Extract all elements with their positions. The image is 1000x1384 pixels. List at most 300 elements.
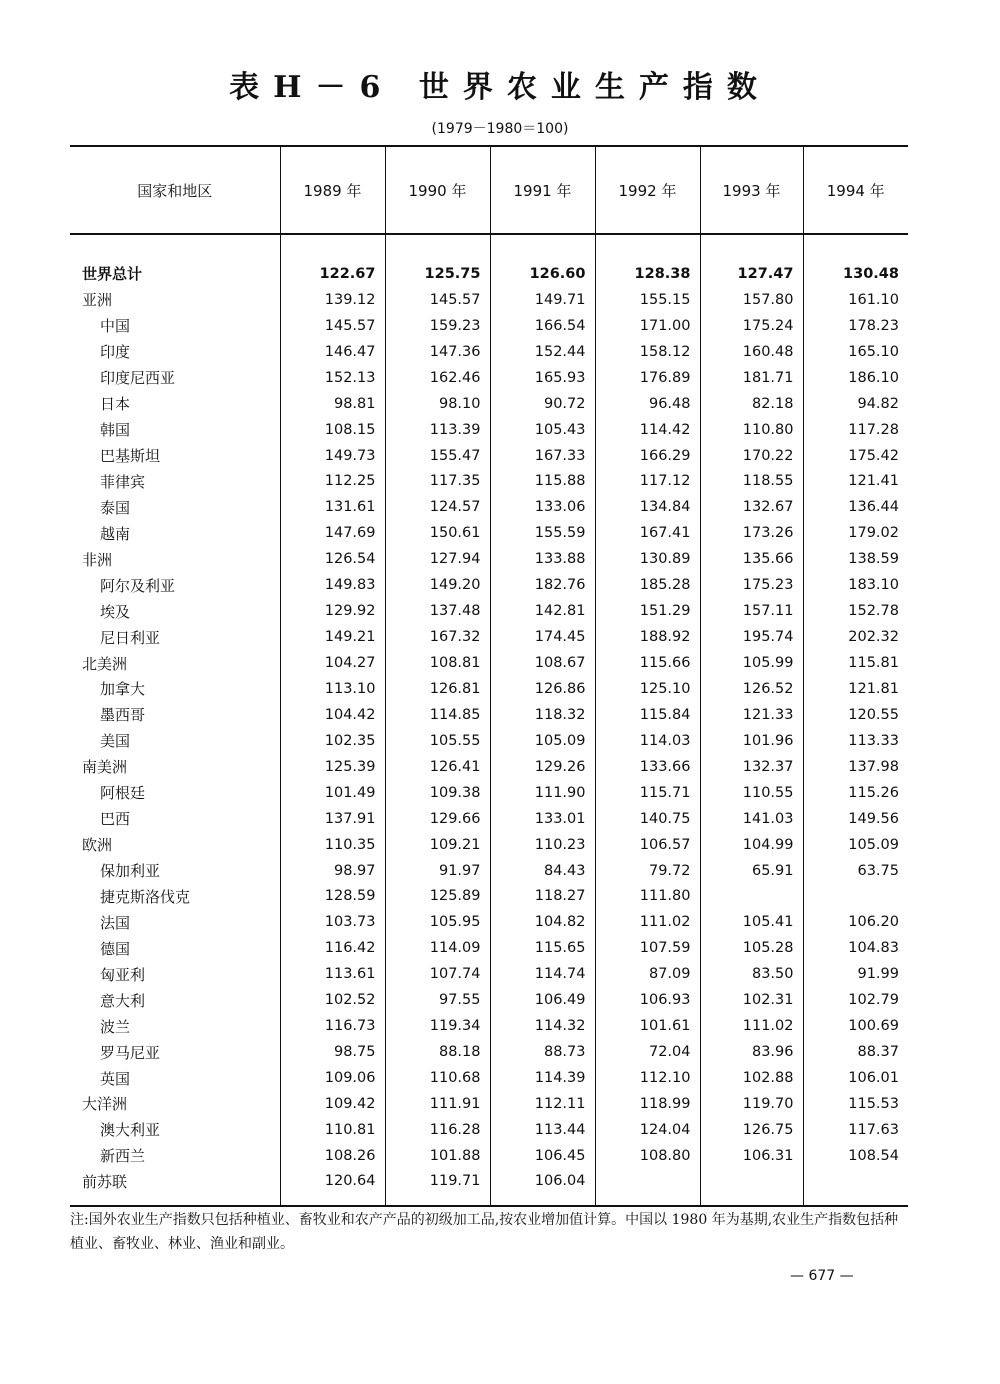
index-value-cell: 114.85 — [385, 702, 490, 728]
index-value-cell: 174.45 — [490, 624, 595, 650]
index-value-cell: 202.32 — [803, 624, 908, 650]
index-value-cell: 160.48 — [700, 339, 803, 365]
index-value-cell: 127.47 — [700, 261, 803, 287]
table-row — [70, 1039, 908, 1065]
index-value-cell: 149.71 — [490, 287, 595, 313]
row-label: 意大利 — [100, 991, 146, 1010]
index-value-cell: 147.69 — [280, 520, 385, 546]
index-value-cell: 118.32 — [490, 702, 595, 728]
index-value-cell: 108.80 — [595, 1143, 700, 1169]
table-row — [70, 1013, 908, 1039]
index-value-cell: 105.41 — [700, 909, 803, 935]
index-value-cell: 152.13 — [280, 365, 385, 391]
index-value-cell: 155.15 — [595, 287, 700, 313]
header-1991: 1991 年 — [490, 146, 595, 234]
header-1990: 1990 年 — [385, 146, 490, 234]
table-row — [70, 494, 908, 520]
index-value-cell: 125.10 — [595, 676, 700, 702]
index-value-cell: 98.81 — [280, 391, 385, 417]
index-value-cell: 88.37 — [803, 1039, 908, 1065]
table-row — [70, 1117, 908, 1143]
index-value-cell: 118.27 — [490, 884, 595, 910]
index-value-cell: 147.36 — [385, 339, 490, 365]
index-value-cell: 117.12 — [595, 469, 700, 495]
agri-index-table — [70, 145, 908, 1207]
row-label: 菲律宾 — [100, 472, 146, 491]
index-value-cell: 158.12 — [595, 339, 700, 365]
index-value-cell: 113.33 — [803, 728, 908, 754]
table-spacer-row — [70, 234, 908, 261]
table-row — [70, 1091, 908, 1117]
index-value-cell: 105.09 — [490, 728, 595, 754]
index-value-cell: 79.72 — [595, 858, 700, 884]
index-value-cell: 126.54 — [280, 546, 385, 572]
index-value-cell: 116.28 — [385, 1117, 490, 1143]
index-value-cell: 119.70 — [700, 1091, 803, 1117]
index-value-cell: 166.54 — [490, 313, 595, 339]
index-value-cell: 118.99 — [595, 1091, 700, 1117]
index-value-cell: 155.47 — [385, 443, 490, 469]
index-value-cell: 101.96 — [700, 728, 803, 754]
index-value-cell: 104.83 — [803, 935, 908, 961]
index-value-cell: 135.66 — [700, 546, 803, 572]
index-value-cell: 121.33 — [700, 702, 803, 728]
index-value-cell: 114.39 — [490, 1065, 595, 1091]
table-row — [70, 598, 908, 624]
index-value-cell: 122.67 — [280, 261, 385, 287]
index-value-cell: 118.55 — [700, 469, 803, 495]
index-value-cell: 145.57 — [385, 287, 490, 313]
row-label: 越南 — [100, 524, 131, 543]
table-row — [70, 987, 908, 1013]
header-region: 国家和地区 — [70, 146, 280, 234]
index-value-cell: 104.42 — [280, 702, 385, 728]
index-value-cell: 176.89 — [595, 365, 700, 391]
table-row — [70, 339, 908, 365]
index-value-cell: 149.21 — [280, 624, 385, 650]
row-label: 大洋洲 — [82, 1095, 128, 1114]
footnote: 注:国外农业生产指数只包括种植业、畜牧业和农产产品的初级加工品,按农业增加值计算。中国以 1980 年为基期,农业生产指数包括种植业、畜牧业、林业、渔业和副业。 — [70, 1212, 899, 1252]
header-1992: 1992 年 — [595, 146, 700, 234]
index-value-cell: 110.68 — [385, 1065, 490, 1091]
index-value-cell: 114.74 — [490, 961, 595, 987]
index-value-cell: 98.97 — [280, 858, 385, 884]
index-value-cell: 114.42 — [595, 417, 700, 443]
index-value-cell: 112.10 — [595, 1065, 700, 1091]
index-value-cell — [700, 1169, 803, 1206]
table-row — [70, 832, 908, 858]
index-value-cell: 134.84 — [595, 494, 700, 520]
index-value-cell: 111.02 — [595, 909, 700, 935]
index-value-cell: 195.74 — [700, 624, 803, 650]
index-value-cell: 101.61 — [595, 1013, 700, 1039]
index-value-cell: 108.54 — [803, 1143, 908, 1169]
index-value-cell: 102.88 — [700, 1065, 803, 1091]
index-value-cell: 132.67 — [700, 494, 803, 520]
index-value-cell: 94.82 — [803, 391, 908, 417]
table-row — [70, 754, 908, 780]
row-label: 亚洲 — [82, 291, 113, 310]
table-row — [70, 1065, 908, 1091]
header-1989: 1989 年 — [280, 146, 385, 234]
index-value-cell: 173.26 — [700, 520, 803, 546]
index-value-cell: 152.44 — [490, 339, 595, 365]
row-label: 世界总计 — [82, 265, 143, 284]
index-value-cell: 155.59 — [490, 520, 595, 546]
index-value-cell: 120.64 — [280, 1169, 385, 1206]
index-value-cell: 113.39 — [385, 417, 490, 443]
row-label: 巴西 — [100, 810, 131, 829]
index-value-cell: 178.23 — [803, 313, 908, 339]
row-label: 英国 — [100, 1069, 131, 1088]
row-label: 加拿大 — [100, 680, 146, 699]
row-label: 欧洲 — [82, 836, 113, 855]
index-value-cell: 133.66 — [595, 754, 700, 780]
index-value-cell: 115.88 — [490, 469, 595, 495]
row-label: 泰国 — [100, 498, 131, 517]
index-value-cell: 113.61 — [280, 961, 385, 987]
row-label: 印度尼西亚 — [100, 369, 176, 388]
index-value-cell: 87.09 — [595, 961, 700, 987]
index-value-cell: 159.23 — [385, 313, 490, 339]
table-row — [70, 676, 908, 702]
index-value-cell: 108.81 — [385, 650, 490, 676]
index-value-cell: 91.97 — [385, 858, 490, 884]
index-value-cell: 91.99 — [803, 961, 908, 987]
index-value-cell: 114.03 — [595, 728, 700, 754]
index-value-cell: 111.90 — [490, 780, 595, 806]
index-value-cell: 142.81 — [490, 598, 595, 624]
index-value-cell: 126.75 — [700, 1117, 803, 1143]
index-value-cell: 121.81 — [803, 676, 908, 702]
index-value-cell: 179.02 — [803, 520, 908, 546]
index-value-cell: 188.92 — [595, 624, 700, 650]
index-value-cell: 65.91 — [700, 858, 803, 884]
index-value-cell: 108.15 — [280, 417, 385, 443]
index-value-cell: 108.67 — [490, 650, 595, 676]
index-value-cell: 104.99 — [700, 832, 803, 858]
index-value-cell: 126.81 — [385, 676, 490, 702]
table-row — [70, 702, 908, 728]
index-value-cell: 102.35 — [280, 728, 385, 754]
index-value-cell: 105.99 — [700, 650, 803, 676]
index-value-cell: 106.01 — [803, 1065, 908, 1091]
header-1994: 1994 年 — [803, 146, 908, 234]
row-label: 保加利亚 — [100, 862, 161, 881]
index-value-cell: 175.42 — [803, 443, 908, 469]
index-value-cell: 126.52 — [700, 676, 803, 702]
index-value-cell: 114.09 — [385, 935, 490, 961]
row-label: 新西兰 — [100, 1147, 146, 1166]
row-label: 韩国 — [100, 421, 131, 440]
row-label: 阿根廷 — [100, 784, 146, 803]
table-row — [70, 546, 908, 572]
row-label: 德国 — [100, 939, 131, 958]
index-value-cell: 104.82 — [490, 909, 595, 935]
index-value-cell: 128.38 — [595, 261, 700, 287]
index-value-cell: 102.31 — [700, 987, 803, 1013]
index-value-cell — [803, 1169, 908, 1206]
index-value-cell: 149.83 — [280, 572, 385, 598]
index-value-cell: 150.61 — [385, 520, 490, 546]
table-row — [70, 1143, 908, 1169]
index-value-cell: 167.32 — [385, 624, 490, 650]
table-row — [70, 624, 908, 650]
index-value-cell: 124.57 — [385, 494, 490, 520]
index-value-cell: 133.01 — [490, 806, 595, 832]
table-row — [70, 806, 908, 832]
index-value-cell: 96.48 — [595, 391, 700, 417]
index-value-cell: 105.95 — [385, 909, 490, 935]
index-value-cell: 126.41 — [385, 754, 490, 780]
index-value-cell: 106.04 — [490, 1169, 595, 1206]
index-value-cell: 83.50 — [700, 961, 803, 987]
row-label: 阿尔及利亚 — [100, 576, 176, 595]
table-row — [70, 469, 908, 495]
table-row — [70, 884, 908, 910]
table-row — [70, 780, 908, 806]
index-value-cell: 137.91 — [280, 806, 385, 832]
index-value-cell: 88.73 — [490, 1039, 595, 1065]
index-value-cell: 115.81 — [803, 650, 908, 676]
index-value-cell: 157.80 — [700, 287, 803, 313]
index-value-cell: 185.28 — [595, 572, 700, 598]
index-value-cell: 113.44 — [490, 1117, 595, 1143]
index-value-cell: 130.89 — [595, 546, 700, 572]
table-row — [70, 1169, 908, 1206]
row-label: 澳大利亚 — [100, 1121, 161, 1140]
index-value-cell: 101.49 — [280, 780, 385, 806]
index-value-cell: 131.61 — [280, 494, 385, 520]
index-value-cell: 124.04 — [595, 1117, 700, 1143]
row-label: 尼日利亚 — [100, 628, 161, 647]
index-value-cell: 106.49 — [490, 987, 595, 1013]
row-label: 前苏联 — [70, 1169, 280, 1206]
base-period-subtitle: (1979－1980＝100) — [431, 121, 569, 137]
index-value-cell: 125.39 — [280, 754, 385, 780]
index-value-cell: 165.93 — [490, 365, 595, 391]
index-value-cell: 98.10 — [385, 391, 490, 417]
row-label: 罗马尼亚 — [100, 1043, 161, 1062]
index-value-cell: 82.18 — [700, 391, 803, 417]
index-value-cell: 102.79 — [803, 987, 908, 1013]
row-label: 中国 — [100, 317, 131, 336]
index-value-cell: 125.75 — [385, 261, 490, 287]
index-value-cell: 111.80 — [595, 884, 700, 910]
index-value-cell: 161.10 — [803, 287, 908, 313]
index-value-cell: 116.73 — [280, 1013, 385, 1039]
table-row — [70, 365, 908, 391]
index-value-cell: 137.48 — [385, 598, 490, 624]
index-value-cell: 113.10 — [280, 676, 385, 702]
index-value-cell: 151.29 — [595, 598, 700, 624]
index-value-cell: 103.73 — [280, 909, 385, 935]
index-value-cell: 136.44 — [803, 494, 908, 520]
index-value-cell: 117.63 — [803, 1117, 908, 1143]
index-value-cell: 105.55 — [385, 728, 490, 754]
index-value-cell: 175.23 — [700, 572, 803, 598]
page-number: — 677 — — [790, 1268, 854, 1284]
index-value-cell: 105.09 — [803, 832, 908, 858]
index-value-cell: 133.88 — [490, 546, 595, 572]
index-value-cell: 127.94 — [385, 546, 490, 572]
index-value-cell: 83.96 — [700, 1039, 803, 1065]
index-value-cell: 110.81 — [280, 1117, 385, 1143]
index-value-cell: 140.75 — [595, 806, 700, 832]
index-value-cell: 141.03 — [700, 806, 803, 832]
index-value-cell: 110.35 — [280, 832, 385, 858]
index-value-cell: 166.29 — [595, 443, 700, 469]
index-value-cell: 115.53 — [803, 1091, 908, 1117]
index-value-cell: 115.71 — [595, 780, 700, 806]
index-value-cell: 90.72 — [490, 391, 595, 417]
index-value-cell: 157.11 — [700, 598, 803, 624]
index-value-cell: 126.86 — [490, 676, 595, 702]
table-body — [70, 234, 908, 1206]
row-label: 美国 — [100, 732, 131, 751]
index-value-cell: 115.66 — [595, 650, 700, 676]
table-row — [70, 935, 908, 961]
index-value-cell: 109.21 — [385, 832, 490, 858]
index-value-cell: 101.88 — [385, 1143, 490, 1169]
index-value-cell: 107.74 — [385, 961, 490, 987]
index-value-cell: 63.75 — [803, 858, 908, 884]
table-row — [70, 650, 908, 676]
index-value-cell: 115.84 — [595, 702, 700, 728]
index-value-cell: 186.10 — [803, 365, 908, 391]
index-value-cell: 175.24 — [700, 313, 803, 339]
index-value-cell: 139.12 — [280, 287, 385, 313]
index-value-cell: 137.98 — [803, 754, 908, 780]
index-value-cell: 126.60 — [490, 261, 595, 287]
index-value-cell: 119.34 — [385, 1013, 490, 1039]
index-value-cell: 111.91 — [385, 1091, 490, 1117]
index-value-cell: 133.06 — [490, 494, 595, 520]
index-value-cell: 129.92 — [280, 598, 385, 624]
table-row — [70, 961, 908, 987]
index-value-cell: 112.11 — [490, 1091, 595, 1117]
header-1993: 1993 年 — [700, 146, 803, 234]
table-row — [70, 520, 908, 546]
row-label: 印度 — [100, 343, 131, 362]
index-value-cell: 132.37 — [700, 754, 803, 780]
table-row — [70, 443, 908, 469]
index-value-cell: 149.56 — [803, 806, 908, 832]
row-label: 日本 — [100, 395, 131, 414]
table-row — [70, 261, 908, 287]
row-label: 匈亚利 — [100, 965, 146, 984]
index-value-cell: 129.66 — [385, 806, 490, 832]
table-row — [70, 287, 908, 313]
table-row — [70, 572, 908, 598]
index-value-cell: 170.22 — [700, 443, 803, 469]
table-row — [70, 858, 908, 884]
row-label: 北美洲 — [82, 654, 128, 673]
row-label: 埃及 — [100, 602, 131, 621]
index-value-cell: 100.69 — [803, 1013, 908, 1039]
index-value-cell: 105.43 — [490, 417, 595, 443]
index-value-cell: 104.27 — [280, 650, 385, 676]
index-value-cell: 111.02 — [700, 1013, 803, 1039]
index-value-cell: 110.55 — [700, 780, 803, 806]
index-value-cell: 130.48 — [803, 261, 908, 287]
index-value-cell: 145.57 — [280, 313, 385, 339]
row-label: 捷克斯洛伐克 — [100, 887, 191, 906]
index-value-cell: 106.31 — [700, 1143, 803, 1169]
table-header-row — [70, 146, 908, 234]
index-value-cell: 138.59 — [803, 546, 908, 572]
index-value-cell: 125.89 — [385, 884, 490, 910]
index-value-cell: 181.71 — [700, 365, 803, 391]
index-value-cell: 162.46 — [385, 365, 490, 391]
index-value-cell: 114.32 — [490, 1013, 595, 1039]
index-value-cell: 112.25 — [280, 469, 385, 495]
table-row — [70, 391, 908, 417]
index-value-cell: 171.00 — [595, 313, 700, 339]
index-value-cell: 117.35 — [385, 469, 490, 495]
index-value-cell: 97.55 — [385, 987, 490, 1013]
index-value-cell: 72.04 — [595, 1039, 700, 1065]
row-label: 法国 — [100, 913, 131, 932]
row-label: 巴基斯坦 — [100, 447, 161, 466]
index-value-cell: 109.06 — [280, 1065, 385, 1091]
row-label: 墨西哥 — [100, 706, 146, 725]
index-value-cell: 116.42 — [280, 935, 385, 961]
index-value-cell: 129.26 — [490, 754, 595, 780]
index-value-cell: 149.20 — [385, 572, 490, 598]
index-value-cell: 183.10 — [803, 572, 908, 598]
row-label: 南美洲 — [82, 758, 128, 777]
index-value-cell: 109.38 — [385, 780, 490, 806]
index-value-cell — [595, 1169, 700, 1206]
index-value-cell: 108.26 — [280, 1143, 385, 1169]
index-value-cell — [700, 884, 803, 910]
index-value-cell: 128.59 — [280, 884, 385, 910]
index-value-cell: 120.55 — [803, 702, 908, 728]
index-value-cell — [803, 884, 908, 910]
index-value-cell: 117.28 — [803, 417, 908, 443]
page-title: 表H－6 世界农业生产指数 — [229, 70, 771, 105]
index-value-cell: 88.18 — [385, 1039, 490, 1065]
index-value-cell: 110.80 — [700, 417, 803, 443]
index-value-cell: 84.43 — [490, 858, 595, 884]
index-value-cell: 146.47 — [280, 339, 385, 365]
index-value-cell: 106.45 — [490, 1143, 595, 1169]
row-label: 非洲 — [82, 550, 113, 569]
index-value-cell: 119.71 — [385, 1169, 490, 1206]
index-value-cell: 110.23 — [490, 832, 595, 858]
table-row — [70, 417, 908, 443]
index-value-cell: 105.28 — [700, 935, 803, 961]
index-value-cell: 106.20 — [803, 909, 908, 935]
index-value-cell: 107.59 — [595, 935, 700, 961]
table-row — [70, 313, 908, 339]
index-value-cell: 102.52 — [280, 987, 385, 1013]
index-value-cell: 106.57 — [595, 832, 700, 858]
index-value-cell: 165.10 — [803, 339, 908, 365]
table-row — [70, 728, 908, 754]
agri-index-table-container — [70, 145, 908, 1207]
row-label: 波兰 — [100, 1017, 131, 1036]
index-value-cell: 121.41 — [803, 469, 908, 495]
index-value-cell: 149.73 — [280, 443, 385, 469]
index-value-cell: 167.41 — [595, 520, 700, 546]
index-value-cell: 98.75 — [280, 1039, 385, 1065]
index-value-cell: 115.26 — [803, 780, 908, 806]
index-value-cell: 167.33 — [490, 443, 595, 469]
table-row — [70, 909, 908, 935]
index-value-cell: 109.42 — [280, 1091, 385, 1117]
